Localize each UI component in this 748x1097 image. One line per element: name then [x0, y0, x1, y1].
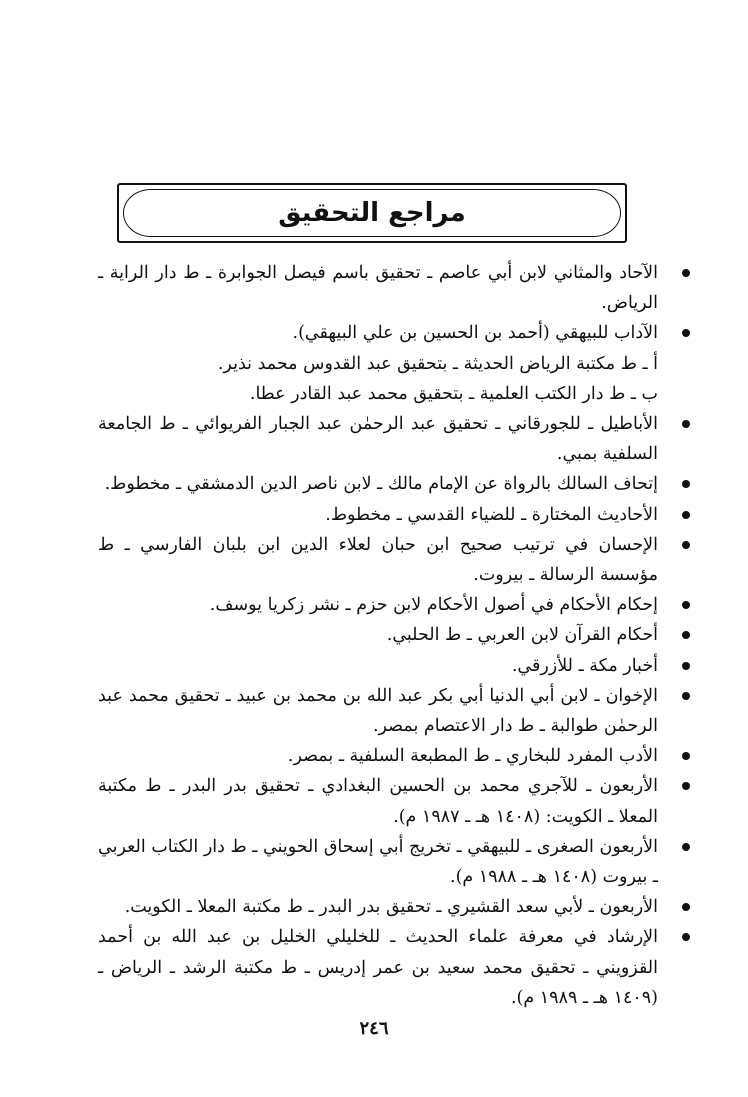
reference-entry	[98, 771, 658, 831]
title-cartouche	[123, 189, 621, 237]
reference-text: الأباطيل ـ للجورقاني ـ تحقيق عبد الرحمٰن عبد الجبار الفريوائي ـ ط الجامعة السلفية بمبي.	[98, 414, 658, 465]
reference-text: أحكام القرآن لابن العربي ـ ط الحلبي.	[386, 625, 658, 646]
reference-entry	[98, 832, 658, 892]
reference-text: أخبار مكة ـ للأزرقي.	[511, 655, 658, 676]
reference-text: إتحاف السالك بالرواة عن الإمام مالك ـ لابن ناصر الدين الدمشقي ـ مخطوط.	[104, 474, 658, 495]
reference-entry	[98, 318, 658, 409]
reference-text: الأربعون ـ للآجري محمد بن الحسين البغدادي ـ تحقيق بدر البدر ـ ط مكتبة المعلا ـ الكويت: (١٤٠٨ هـ ـ ١٩٨٧ م).	[98, 776, 658, 827]
reference-text: إحكام الأحكام في أصول الأحكام لابن حزم ـ نشر زكريا يوسف.	[209, 595, 658, 616]
reference-text: الآداب للبيهقي (أحمد بن الحسين بن علي البيهقي).	[292, 323, 658, 344]
reference-text: الأربعون الصغرى ـ للبيهقي ـ تخريج أبي إسحاق الحويني ـ ط دار الكتاب العربي ـ بيروت (١٤٠٨ هـ ـ ١٩٨٨ م).	[98, 836, 658, 888]
reference-entry	[98, 741, 658, 771]
page-title: مراجع التحقيق	[278, 198, 466, 228]
reference-entry	[98, 651, 658, 681]
reference-entry	[98, 409, 658, 469]
reference-text: الإحسان في ترتيب صحيح ابن حبان لعلاء الدين ابن بلبان الفارسي ـ ط مؤسسة الرسالة ـ بيروت.	[98, 534, 658, 586]
reference-text: الأربعون ـ لأبي سعد القشيري ـ تحقيق بدر البدر ـ ط مكتبة المعلا ـ الكويت.	[124, 897, 658, 918]
reference-text: الإخوان ـ لابن أبي الدنيا أبي بكر عبد الله بن محمد بن عبيد ـ تحقيق محمد عبد الرحمٰن طوالبة ـ ط دار الاعتصام بمصر.	[98, 685, 658, 737]
title-frame	[117, 183, 627, 243]
reference-entry	[98, 620, 658, 650]
page-number: ٢٤٦	[359, 1018, 389, 1039]
reference-entry	[98, 892, 658, 922]
reference-entry	[98, 922, 658, 1013]
reference-entry	[98, 681, 658, 741]
reference-text: الآحاد والمثاني لابن أبي عاصم ـ تحقيق باسم فيصل الجوابرة ـ ط دار الراية ـ الرياض.	[98, 263, 658, 314]
reference-entry	[98, 469, 658, 499]
reference-entry	[98, 590, 658, 620]
reference-text: الإرشاد في معرفة علماء الحديث ـ للخليلي الخليل بن عبد الله بن أحمد القزويني ـ تحقيق محمد سعيد بن عمر إدريس ـ ط مكتبة الرشد ـ الرياض ـ (١٤٠٩ هـ ـ ١٩٨٩ م).	[98, 927, 658, 1008]
reference-text: الأحاديث المختارة ـ للضياء القدسي ـ مخطوط.	[325, 504, 658, 525]
reference-text: الأدب المفرد للبخاري ـ ط المطبعة السلفية ـ بمصر.	[287, 746, 658, 767]
reference-entry	[98, 500, 658, 530]
reference-list	[98, 258, 658, 1013]
reference-entry	[98, 530, 658, 590]
reference-entry	[98, 258, 658, 318]
reference-edition: أ ـ ط مكتبة الرياض الحديثة ـ بتحقيق عبد القدوس محمد نذير.	[217, 353, 658, 374]
reference-edition: ب ـ ط دار الكتب العلمية ـ بتحقيق محمد عبد القادر عطا.	[249, 383, 658, 404]
